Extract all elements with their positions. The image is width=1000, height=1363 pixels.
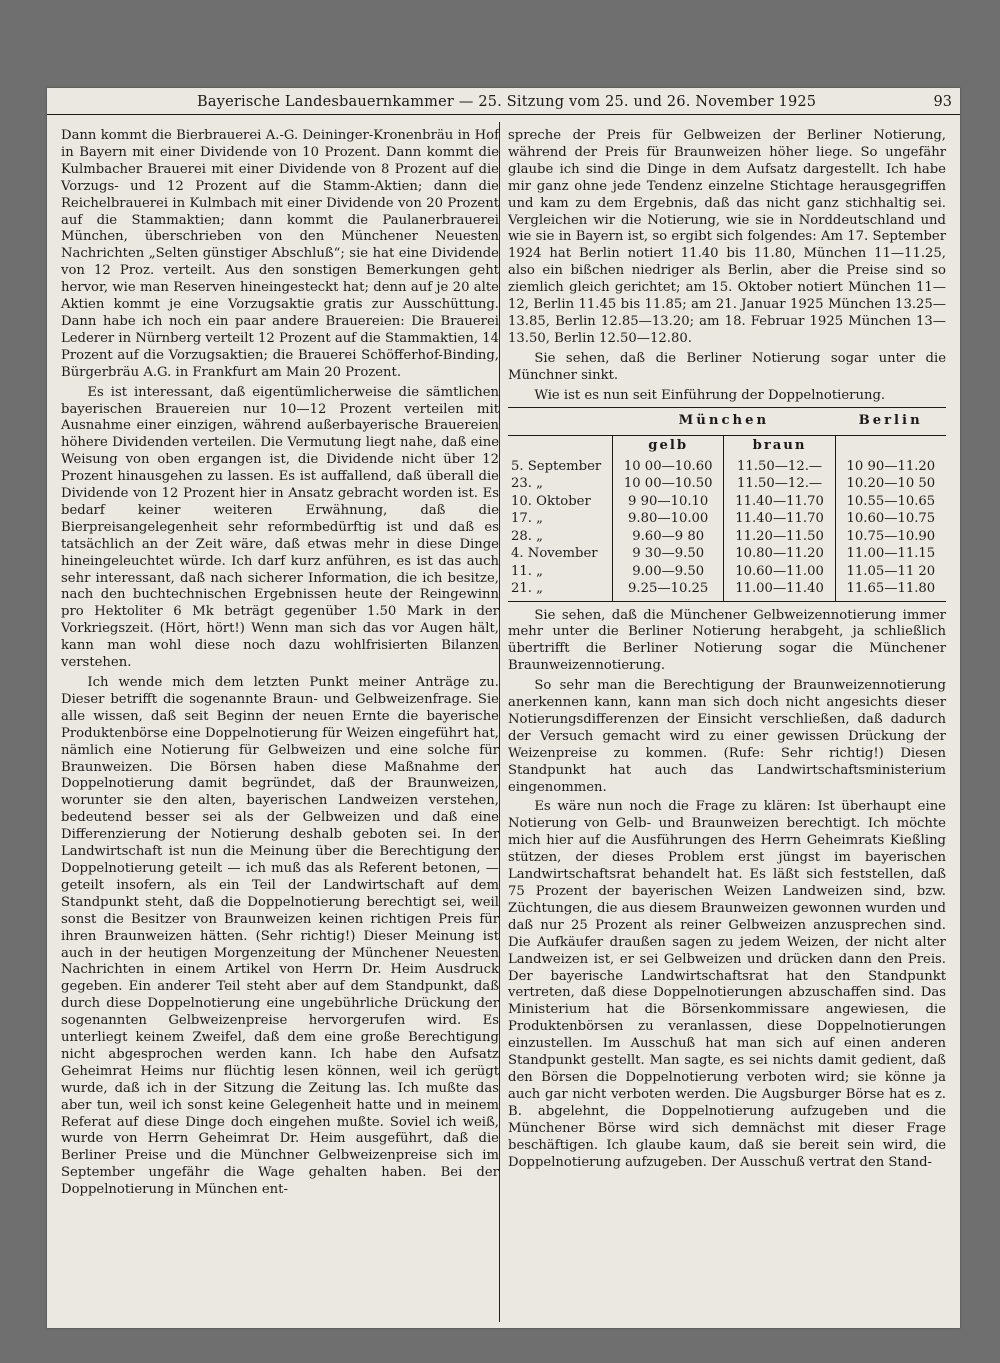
yellow-cell: 9.00—9.50 — [613, 563, 724, 581]
table-row — [508, 456, 946, 476]
berlin-cell: 10.55—10.65 — [835, 493, 946, 511]
table-header-row — [508, 407, 946, 436]
price-table — [508, 407, 946, 602]
running-title: Bayerische Landesbauernkammer — 25. Sitzung vom 25. und 26. November 1925 — [197, 94, 817, 110]
yellow-cell: 9 90—10.10 — [613, 493, 724, 511]
berlin-cell: 10.20—10 50 — [835, 475, 946, 493]
table-subheader-row — [508, 436, 946, 456]
berlin-cell: 10 90—11.20 — [835, 456, 946, 476]
table-row — [508, 563, 946, 581]
brown-cell: 11.40—11.70 — [724, 510, 835, 528]
date-cell: 17. „ — [511, 511, 543, 526]
right-column — [508, 128, 946, 1174]
yellow-cell: 9 30—9.50 — [613, 545, 724, 563]
paragraph: Ich wende mich dem letzten Punkt meiner Anträge zu. Dieser betrifft die sogenannte Braun- und Gelbweizenfrage. Sie alle wissen, daß seit Beginn der neuen Ernte die bayerische Produktenbörse eine Doppelnotierung für Weizen eingeführt hat, nämlich eine Notierung für Gelbweizen und eine solche für Braunweizen. Die Börsen haben diese Maßnahme der Doppelnotierung damit begründet, daß der Braunweizen, worunter sie den alten, bayerischen Landweizen verstehen, bedeutend besser sei als der Gelbweizen und daß eine Differenzierung der Notierung deshalb geboten sei. In der Landwirtschaft ist nun die Meinung über die Berechtigung der Doppelnotierung geteilt — ich muß das als Referent betonen, — geteilt insofern, als ein Teil der Landwirtschaft auf dem Standpunkt steht, daß die Doppelnotierung berechtigt sei, weil sonst die Besitzer von Braunweizen keinen richtigen Preis für ihren Braunweizen hätten. (Sehr richtig!) Dieser Meinung ist auch in der heutigen Morgenzeitung der Münchener Neuesten Nachrichten in einem Artikel von Herrn Dr. Heim Ausdruck gegeben. Ein anderer Teil steht aber auf dem Standpunkt, daß durch diese Doppelnotierung eine ungebührliche Drückung der sogenannten Gelbweizenpreise hervorgerufen wird. Es unterliegt keinem Zweifel, daß dem eine große Berechtigung nicht abgesprochen werden kann. Ich habe den Aufsatz Geheimrat Heims nur flüchtig lesen können, weil ich gerügt wurde, daß ich in der Sitzung die Zeitung las. Ich mußte das aber tun, weil ich sonst keine Gelegenheit hatte und in meinem Referat auf diese Dinge doch eingehen mußte. Soviel ich weiß, wurde von Herrn Geheimrat Dr. Heim ausgeführt, daß die Berliner Preise und die Münchner Gelbweizenpreise sich im September ungefähr die Wage gehalten haben. Bei der Doppelnotierung in München ent- — [61, 675, 499, 1198]
brown-cell: 11.20—11.50 — [724, 528, 835, 546]
yellow-cell: 10 00—10.60 — [613, 456, 724, 476]
berlin-cell: 11.65—11.80 — [835, 580, 946, 601]
yellow-cell: 10 00—10.50 — [613, 475, 724, 493]
paragraph: So sehr man die Berechtigung der Braunweizennotierung anerkennen kann, kann man sich doch nicht angesichts dieser Notierungsdifferenzen der Einsicht verschließen, daß dadurch der Versuch gemacht wird zu einer gewissen Drückung der Weizenpreise zu kommen. (Rufe: Sehr richtig!) Diesen Standpunkt hat auch das Landwirtschaftsministerium eingenommen. — [508, 678, 946, 795]
date-cell: 23. „ — [511, 476, 543, 491]
berlin-cell: 10.75—10.90 — [835, 528, 946, 546]
date-cell: 11. „ — [511, 563, 543, 579]
header-munich: München — [678, 412, 770, 428]
table-row — [508, 545, 946, 563]
header-rule — [47, 114, 960, 115]
date-cell: 4. November — [511, 546, 598, 561]
date-cell: 21. „ — [511, 581, 543, 596]
brown-cell: 10.60—11.00 — [724, 563, 835, 581]
brown-cell: 11.50—12.— — [724, 456, 835, 476]
column-divider — [499, 122, 500, 1322]
yellow-cell: 9.60—9 80 — [613, 528, 724, 546]
paragraph: Es ist interessant, daß eigentümlicherweise die sämtlichen bayerischen Brauereien nur 10—12 Prozent verteilen mit Ausnahme einer einzigen, während außerbayerische Brauereien höhere Dividenden verteilen. Die Vermutung liegt nahe, daß eine Weisung von oben ergangen ist, die Dividende nicht über 12 Prozent hinausgehen zu lassen. Es ist auffallend, daß überall die Dividende von 12 Prozent hier in Ansatz gebracht worden ist. Es bedarf keiner weiteren Erwähnung, daß die Bierpreisangelegenheit sehr reformbedürftig ist und daß es tatsächlich an der Zeit wäre, daß etwas mehr in diese Dinge hineingeleuchtet würde. Ich darf kurz anführen, es ist das auch sehr interessant, daß nach sicherer Information, die ich besitze, nach den buchtechnischen Ergebnissen heute der Reingewinn pro Hektoliter 6 Mk beträgt gegenüber 1.50 Mark in der Vorkriegszeit. (Hört, hört!) Wenn man sich das vor Augen hält, kann man wohl diese noch dazu wohlfrisierten Bilanzen verstehen. — [61, 384, 499, 671]
date-cell: 5. September — [511, 458, 602, 474]
brown-cell: 11.50—12.— — [724, 475, 835, 493]
left-column — [61, 128, 499, 1202]
header-yellow: gelb — [613, 436, 724, 456]
paragraph: Sie sehen, daß die Berliner Notierung sogar unter die Münchner sinkt. — [508, 350, 946, 383]
table-intro: Wie ist es nun seit Einführung der Doppelnotierung. — [534, 387, 886, 403]
header-brown: braun — [724, 436, 835, 456]
page-header — [47, 88, 960, 118]
paragraph: spreche der Preis für Gelbweizen der Berliner Notierung, während der Preis für Braunweizen höher liege. So ungefähr glaube ich sind die Dinge in dem Aufsatz dargestellt. Ich habe mir ganz ohne jede Tendenz einzelne Stichtage herausgegriffen und kam zu dem Ergebnis, daß das nicht ganz stichhaltig sei. Vergleichen wir die Notierung, wie sie in Norddeutschland und wie sie in Bayern ist, so ergibt sich folgendes: Am 17. September 1924 hat Berlin notiert 11.40 bis 11.80, München 11—11.25, also ein bißchen niedriger als Berlin, aber die Preise sind so ziemlich gleich gerichtet; am 15. Oktober notiert München 11—12, Berlin 11.45 bis 11.85; am 21. Januar 1925 München 13.25—13.85, Berlin 12.85—13.20; am 18. Februar 1925 München 13—13.50, Berlin 12.50—12.80. — [508, 128, 946, 346]
table-row — [508, 475, 946, 493]
header-berlin: Berlin — [858, 412, 923, 428]
yellow-cell: 9.25—10.25 — [613, 580, 724, 601]
date-cell: 28. „ — [511, 528, 543, 544]
yellow-cell: 9.80—10.00 — [613, 510, 724, 528]
table-row — [508, 510, 946, 528]
table-row — [508, 528, 946, 546]
berlin-cell: 11.00—11.15 — [835, 545, 946, 563]
brown-cell: 11.00—11.40 — [724, 580, 835, 601]
berlin-cell: 11.05—11 20 — [835, 563, 946, 581]
paragraph: Sie sehen, daß die Münchener Gelbweizennotierung immer mehr unter die Berliner Notierung herabgeht, ja schließlich übertrifft die Berliner Notierung sogar die Münchener Braunweizennotierung. — [508, 607, 946, 674]
page-number: 93 — [933, 94, 952, 110]
date-cell: 10. Oktober — [511, 493, 591, 509]
table-row — [508, 493, 946, 511]
table-row — [508, 580, 946, 601]
brown-cell: 11.40—11.70 — [724, 493, 835, 511]
paragraph: Dann kommt die Bierbrauerei A.-G. Deininger-Kronenbräu in Hof in Bayern mit einer Dividende von 10 Prozent. Dann kommt die Kulmbacher Brauerei mit einer Dividende von 8 Prozent auf die Vorzugs- und 12 Prozent auf die Stamm-Aktien; dann die Reichelbrauerei in Kulmbach mit einer Dividende von 20 Prozent auf die Stammaktien; dann kommt die Paulanerbrauerei München, überschrieben von den Münchener Neuesten Nachrichten „Selten günstiger Abschluß“; sie hat eine Dividende von 12 Proz. verteilt. Aus den sonstigen Bemerkungen geht hervor, wie man Reserven hineingesteckt hat; denn auf je 20 alte Aktien kommt je eine Vorzugsaktie gratis zur Ausschüttung. Dann habe ich noch ein paar andere Brauereien: Die Brauerei Lederer in Nürnberg verteilt 12 Prozent auf die Stammaktien, 14 Prozent auf die Vorzugsaktien; die Brauerei Schöfferhof-Binding, Bürgerbräu A.G. in Frankfurt am Main 20 Prozent. — [61, 128, 499, 380]
berlin-cell: 10.60—10.75 — [835, 510, 946, 528]
brown-cell: 10.80—11.20 — [724, 545, 835, 563]
paragraph: Es wäre nun noch die Frage zu klären: Ist überhaupt eine Notierung von Gelb- und Braunweizen berechtigt. Ich möchte mich hier auf die Ausführungen des Herrn Geheimrats Kießling stützen, der dieses Problem erst jüngst im bayerischen Landwirtschaftsrat behandelt hat. Es läßt sich feststellen, daß 75 Prozent der bayerischen Weizen Landweizen sind, bzw. Züchtungen, die aus diesem Braunweizen gewonnen wurden und daß nur 25 Prozent als reiner Gelbweizen anzusprechen sind. Die Aufkäufer draußen sagen zu jedem Weizen, der nicht alter Landweizen ist, er sei Gelbweizen und drücken dann den Preis. Der bayerische Landwirtschaftsrat hat den Standpunkt vertreten, daß diese Doppelnotierungen abzuschaffen sind. Das Ministerium hat die Börsenkommissare angewiesen, die Produktenbörsen zu veranlassen, diese Doppelnotierungen einzustellen. Im Ausschuß hat man sich auf einen anderen Standpunkt gestellt. Man sagte, es sei nichts damit gedient, daß den Börsen die Doppelnotierung verboten wird; sie könne ja auch gar nicht verboten werden. Die Augsburger Börse hat es z. B. abgelehnt, die Doppelnotierung aufzugeben und die Münchener Börse wird sich demnächst mit dieser Frage beschäftigen. Ich glaube kaum, daß sie bereit sein wird, die Doppelnotierung aufzugeben. Der Ausschuß vertrat den Stand- — [508, 799, 946, 1170]
document-page — [47, 88, 960, 1328]
